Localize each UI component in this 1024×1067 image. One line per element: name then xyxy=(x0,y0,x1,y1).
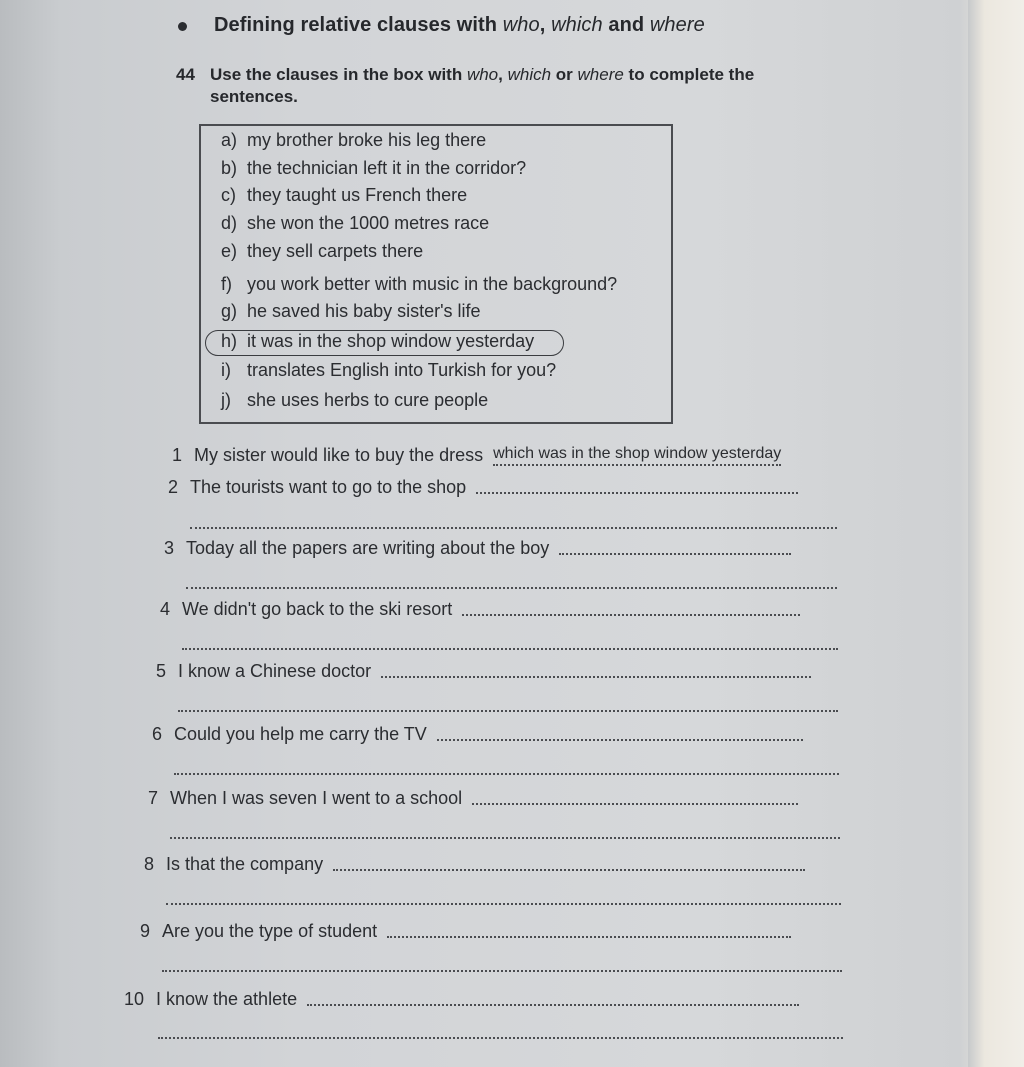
clause-item: h) it was in the shop window yesterday xyxy=(221,331,535,351)
answer-line[interactable] xyxy=(381,675,811,678)
section-heading xyxy=(178,14,705,37)
bullet-icon xyxy=(178,22,187,31)
answer-text: which was in the shop window yesterday xyxy=(493,445,781,466)
sentence-4: 4 We didn't go back to the ski resort xyxy=(160,594,800,620)
answer-line[interactable] xyxy=(437,738,803,741)
sentence-1: 1 My sister would like to buy the dress which was in the shop window yesterday xyxy=(172,445,782,465)
heading-text: Defining relative clauses with who, which and where xyxy=(214,14,705,36)
answer-line[interactable] xyxy=(182,648,838,650)
clause-item: j) she uses herbs to cure people xyxy=(221,390,489,410)
sentence-6: 6 Could you help me carry the TV xyxy=(152,719,803,745)
clause-item: g) he saved his baby sister's life xyxy=(221,301,481,321)
clause-item: e) they sell carpets there xyxy=(221,241,424,261)
answer-line[interactable] xyxy=(162,970,842,972)
answer-line[interactable] xyxy=(158,1037,843,1039)
exercise-instruction: 44 Use the clauses in the box with who, which or where to complete the sentences. xyxy=(176,65,755,106)
answer-line[interactable] xyxy=(472,802,798,805)
sentence-8: 8 Is that the company xyxy=(144,849,805,875)
sentence-9: 9 Are you the type of student xyxy=(140,916,791,942)
answer-line[interactable] xyxy=(462,613,800,616)
clause-item: f) you work better with music in the background? xyxy=(221,274,618,294)
clause-item: d) she won the 1000 metres race xyxy=(221,213,490,233)
answer-line[interactable] xyxy=(166,903,841,905)
clause-item: c) they taught us French there xyxy=(221,185,468,205)
clause-item: a) my brother broke his leg there xyxy=(221,130,487,150)
answer-line[interactable] xyxy=(559,552,791,555)
clause-item: i) translates English into Turkish for you? xyxy=(221,360,557,380)
sentence-10: 10 I know the athlete xyxy=(124,984,799,1010)
sentence-5: 5 I know a Chinese doctor xyxy=(156,656,811,682)
answer-line[interactable] xyxy=(170,837,840,839)
answer-line[interactable] xyxy=(476,491,798,494)
answer-line[interactable] xyxy=(333,868,805,871)
page-edge xyxy=(968,0,1024,1067)
sentence-3: 3 Today all the papers are writing about the boy xyxy=(164,533,791,559)
sentence-7: 7 When I was seven I went to a school xyxy=(148,783,798,809)
clause-item: b) the technician left it in the corridor? xyxy=(221,158,527,178)
clauses-box xyxy=(199,124,673,424)
answer-line[interactable] xyxy=(190,527,837,529)
sentence-2: 2 The tourists want to go to the shop xyxy=(168,472,798,498)
answer-line[interactable] xyxy=(387,935,791,938)
answer-line[interactable] xyxy=(186,587,837,589)
answer-line[interactable] xyxy=(307,1003,799,1006)
answer-line[interactable] xyxy=(174,773,839,775)
answer-line[interactable] xyxy=(178,710,838,712)
exercise-number: 44 xyxy=(176,65,195,84)
